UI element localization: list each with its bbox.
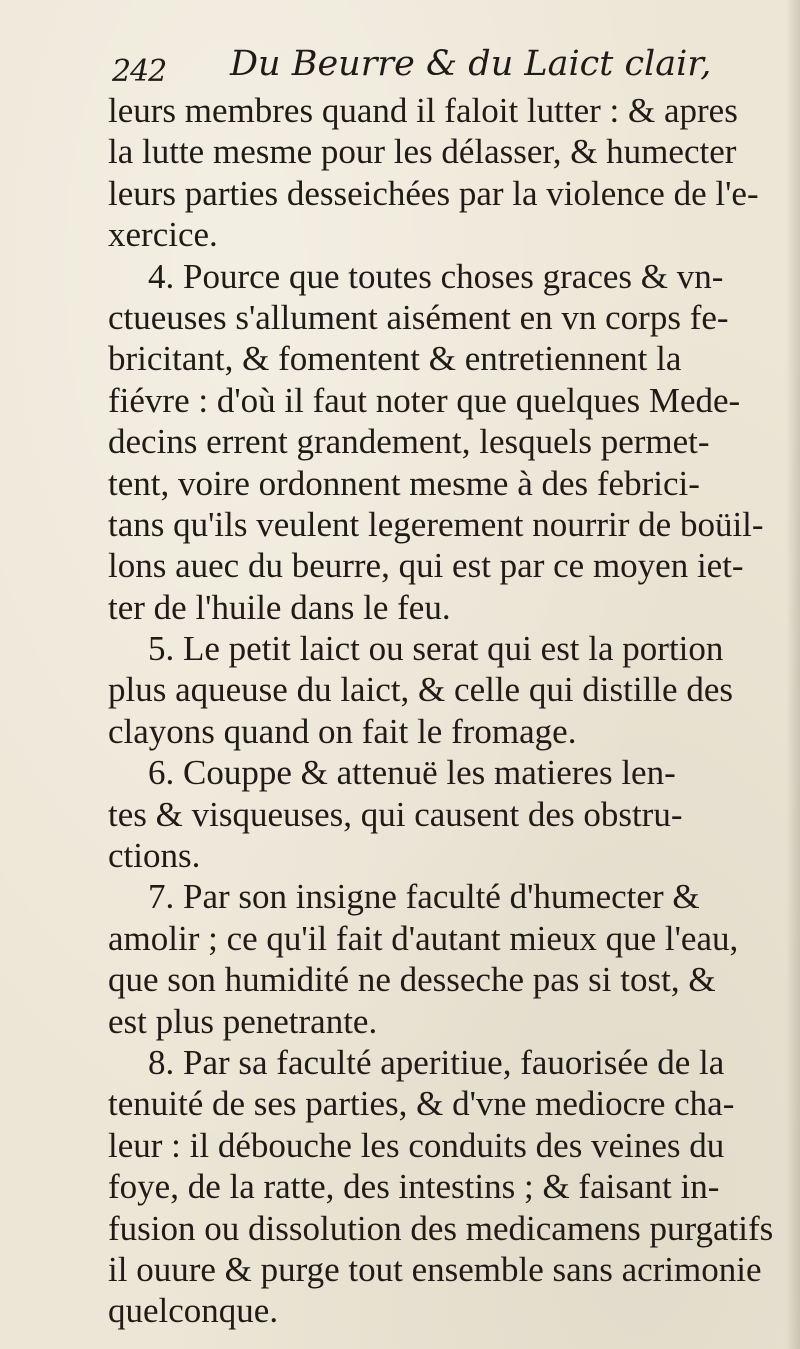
text-line: ctions.	[108, 836, 201, 876]
running-head-title: Du Beurre & du Laict clair,	[230, 44, 712, 84]
text-line: leurs parties desseichées par la violence de l'e-	[108, 173, 759, 213]
text-line: fusion ou dissolution des medicamens purgatifs	[108, 1208, 774, 1248]
text-line: bricitant, & fomentent & entretiennent la	[108, 339, 682, 379]
text-line: tes & visqueuses, qui causent des obstru-	[108, 794, 683, 834]
text-line: la lutte mesme pour les délasser, & humecter	[108, 132, 737, 172]
body-text	[108, 90, 788, 1332]
text-line: est plus penetrante.	[108, 1001, 378, 1041]
text-line: leurs membres quand il faloit lutter : & apres	[108, 91, 738, 130]
paragraph-4-start: 4. Pource que toutes choses graces & vn-	[148, 256, 724, 296]
text-line: ctueuses s'allument aisément en vn corps fe-	[108, 297, 729, 337]
text-line: tans qu'ils veulent legerement nourrir de boüil-	[108, 504, 764, 544]
text-line: leur : il débouche les conduits des veines du	[108, 1125, 725, 1165]
text-line: lons auec du beurre, qui est par ce moyen iet-	[108, 546, 744, 586]
text-line: decins errent grandement, lesquels permet-	[108, 422, 710, 462]
paragraph-7-start: 7. Par son insigne faculté d'humecter &	[148, 877, 700, 917]
paragraph-5-start: 5. Le petit laict ou serat qui est la portion	[148, 629, 724, 669]
text-line: xercice.	[108, 215, 218, 255]
paragraph-6-start: 6. Couppe & attenuë les matieres len-	[148, 753, 676, 793]
text-line: clayons quand on fait le fromage.	[108, 711, 577, 751]
text-line: ter de l'huile dans le feu.	[108, 587, 451, 627]
text-line: quelconque.	[108, 1291, 279, 1331]
text-line: plus aqueuse du laict, & celle qui distille des	[108, 670, 733, 710]
text-line: que son humidité ne desseche pas si tost, &	[108, 960, 716, 1000]
text-line: il ouure & purge tout ensemble sans acrimonie	[108, 1249, 762, 1289]
running-head	[112, 44, 732, 96]
text-line: amolir ; ce qu'il fait d'autant mieux que l'eau,	[108, 918, 739, 958]
paragraph-8-start: 8. Par sa faculté aperitiue, fauorisée de la	[148, 1042, 725, 1082]
text-line: foye, de la ratte, des intestins ; & faisant in-	[108, 1167, 720, 1207]
text-line: fiévre : d'où il faut noter que quelques Mede-	[108, 380, 741, 420]
text-line: tent, voire ordonnent mesme à des febrici-	[108, 463, 700, 503]
page-number: 242	[112, 54, 167, 89]
text-line: tenuité de ses parties, & d'vne mediocre cha-	[108, 1084, 735, 1124]
page-edge-shadow	[786, 0, 800, 1349]
